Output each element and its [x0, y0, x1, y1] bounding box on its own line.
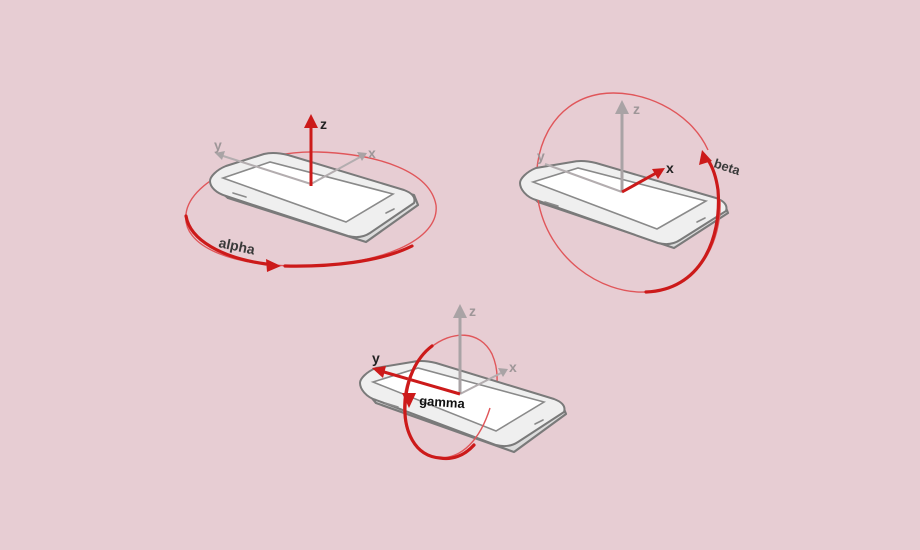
beta-phone — [520, 161, 728, 248]
beta-rotation-group — [520, 93, 743, 292]
alpha-x-label: x — [368, 145, 376, 161]
alpha-z-arrowhead — [304, 114, 318, 128]
alpha-rotation-arc-tail — [285, 246, 412, 266]
beta-z-label: z — [633, 101, 640, 117]
alpha-z-label: z — [320, 116, 327, 132]
gamma-rotation-group — [360, 303, 566, 458]
alpha-rotation-group — [186, 114, 436, 272]
alpha-rotation-label: alpha — [217, 234, 257, 258]
gamma-z-label: z — [469, 303, 476, 319]
gamma-rotation-label: gamma — [418, 393, 466, 412]
beta-z-arrowhead — [615, 100, 629, 114]
gamma-y-label: y — [372, 350, 380, 366]
alpha-rotation-arrowhead — [266, 259, 281, 272]
gamma-x-label: x — [509, 359, 517, 375]
beta-rotation-label: beta — [712, 155, 743, 179]
beta-y-label: y — [537, 148, 545, 164]
alpha-y-label: y — [214, 137, 222, 153]
gamma-x-arrowhead — [498, 368, 508, 377]
alpha-phone — [210, 153, 418, 242]
gamma-z-arrowhead — [453, 304, 467, 318]
beta-x-label: x — [666, 160, 674, 176]
